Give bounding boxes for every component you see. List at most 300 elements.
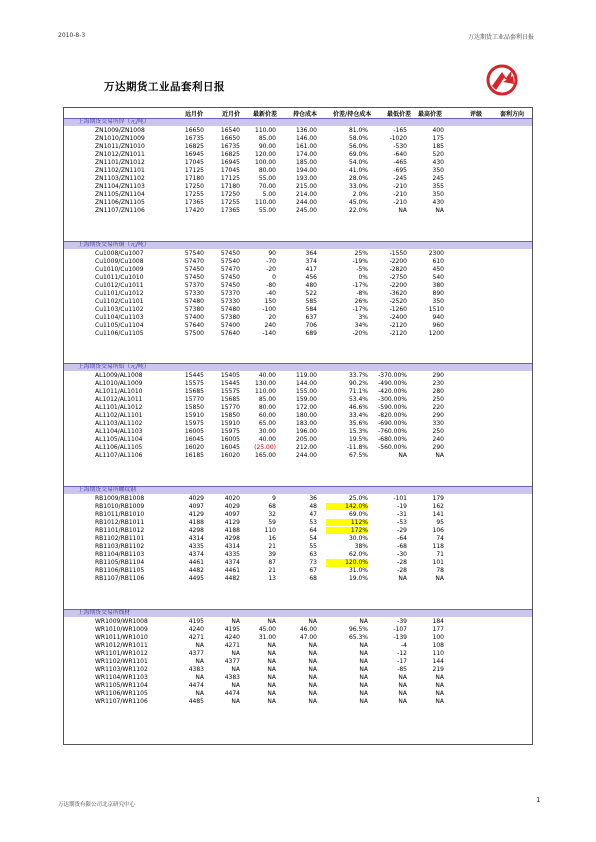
table-cell: -17 xyxy=(397,658,407,666)
table-cell: NA xyxy=(267,658,276,666)
table-cell: 584 xyxy=(305,306,317,314)
table-row xyxy=(64,322,532,329)
table-cell: 28.0% xyxy=(348,175,368,183)
table-cell: -2750 xyxy=(389,273,407,281)
table-cell: 250 xyxy=(432,395,444,403)
table-cell: 67 xyxy=(309,567,317,575)
table-cell: NA xyxy=(359,690,368,698)
table-cell: 57470 xyxy=(220,265,240,273)
table-cell: 15910 xyxy=(220,420,240,428)
table-cell: -40 xyxy=(266,290,276,298)
col-spread-cost-ratio: 价差/持仓成本 xyxy=(333,111,372,118)
report-date: 2010-8-3 xyxy=(58,32,86,39)
table-cell: -19 xyxy=(397,502,407,510)
table-cell: 57450 xyxy=(220,282,240,289)
table-cell: 46.00 xyxy=(299,625,317,633)
table-cell: 350 xyxy=(432,298,444,306)
table-cell: 56.0% xyxy=(348,142,368,150)
table-cell: 38% xyxy=(354,543,368,551)
table-cell: 65.00 xyxy=(258,420,276,428)
table-cell: -530 xyxy=(393,142,407,150)
table-cell: 142.0% xyxy=(326,503,368,510)
table-cell: AL1010/AL1009 xyxy=(95,379,143,387)
table-cell: 16735 xyxy=(184,134,204,142)
table-cell: 430 xyxy=(432,159,444,166)
table-cell: RB1010/RB1009 xyxy=(95,502,145,510)
table-row xyxy=(64,535,532,542)
table-cell: 40.00 xyxy=(258,436,276,444)
table-cell: 4485 xyxy=(188,698,204,706)
table-row xyxy=(64,452,532,459)
table-cell: NA xyxy=(308,641,317,649)
table-cell: 520 xyxy=(432,150,444,158)
table-cell: 17250 xyxy=(220,191,240,199)
table-cell: 350 xyxy=(432,167,444,175)
table-row xyxy=(64,551,532,558)
table-cell: 96.5% xyxy=(348,625,368,633)
section-header xyxy=(64,119,532,126)
table-cell: 57480 xyxy=(220,306,240,314)
table-cell: 120.0% xyxy=(326,559,368,566)
table-cell: -680.00% xyxy=(378,436,407,444)
table-cell: NA xyxy=(359,674,368,682)
table-cell: 280 xyxy=(432,387,444,395)
table-cell: 456 xyxy=(305,273,317,281)
table-cell: NA xyxy=(308,666,317,674)
table-cell: 60.00 xyxy=(258,412,276,420)
table-cell: 100.00 xyxy=(255,159,276,166)
table-cell: NA xyxy=(195,658,204,666)
table-cell: 4188 xyxy=(224,527,240,534)
table-cell: 220 xyxy=(432,404,444,411)
table-cell: 21 xyxy=(268,543,276,551)
table-cell: 32 xyxy=(268,510,276,518)
table-cell: -101 xyxy=(393,494,407,502)
section-title: 上海期货交易所铜（元/吨） xyxy=(78,242,150,249)
table-cell: 610 xyxy=(432,257,444,265)
table-cell: NA xyxy=(398,452,407,460)
table-cell: WR1103/WR1102 xyxy=(95,666,148,674)
table-cell: 183.00 xyxy=(296,420,317,428)
table-cell: -31 xyxy=(397,510,407,518)
table-cell: 4374 xyxy=(188,551,204,559)
table-cell: 47 xyxy=(309,510,317,518)
table-cell: 13 xyxy=(268,575,276,583)
table-cell: AL1105/AL1104 xyxy=(95,436,143,444)
table-cell: 65.3% xyxy=(348,633,368,641)
table-cell: -19% xyxy=(352,257,368,265)
table-cell: 245.00 xyxy=(296,207,317,215)
table-cell: 364 xyxy=(305,249,317,257)
table-cell: 165.00 xyxy=(255,452,276,460)
table-cell: 101 xyxy=(432,559,444,567)
table-cell: -590.00% xyxy=(378,404,407,411)
table-cell: 4129 xyxy=(188,510,204,518)
table-row xyxy=(64,575,532,582)
table-cell: (25.00) xyxy=(254,444,276,452)
table-row xyxy=(64,388,532,395)
table-cell: 230 xyxy=(432,379,444,387)
section-title: 上海期货交易所锌（元/吨） xyxy=(78,119,150,126)
table-cell: AL1102/AL1101 xyxy=(95,412,143,420)
table-cell: 85.00 xyxy=(258,395,276,403)
table-cell: 3% xyxy=(358,314,368,322)
table-cell: 290 xyxy=(432,371,444,379)
table-cell: 290 xyxy=(432,412,444,420)
table-cell: NA xyxy=(308,682,317,690)
table-cell: 219 xyxy=(432,666,444,674)
table-cell: -107 xyxy=(393,625,407,633)
table-row xyxy=(64,290,532,297)
table-cell: 112% xyxy=(326,519,368,526)
table-cell: -2820 xyxy=(389,265,407,273)
table-cell: NA xyxy=(308,650,317,657)
section-title: 上海期货交易所螺纹钢 xyxy=(78,487,136,494)
table-cell: NA xyxy=(398,690,407,698)
table-cell: 155.00 xyxy=(296,387,317,395)
table-cell: -760.00% xyxy=(378,428,407,436)
col-rating: 评级 xyxy=(470,111,483,118)
table-cell: 4383 xyxy=(224,674,240,682)
table-cell: -3620 xyxy=(389,290,407,298)
table-cell: 40.00 xyxy=(258,371,276,379)
table-row xyxy=(64,274,532,281)
table-cell: WR1102/WR1101 xyxy=(95,658,148,666)
table-cell: 4335 xyxy=(188,543,204,551)
table-cell: -20 xyxy=(266,265,276,273)
table-cell: ZN1012/ZN1011 xyxy=(95,150,145,158)
wanda-logo-icon xyxy=(486,64,518,96)
table-cell: 522 xyxy=(305,290,317,298)
table-row xyxy=(64,151,532,158)
table-cell: 57450 xyxy=(220,273,240,281)
table-cell: 172% xyxy=(326,527,368,534)
table-cell: 350 xyxy=(432,191,444,199)
table-cell: 110.00 xyxy=(255,387,276,395)
table-cell: -80 xyxy=(266,282,276,289)
table-cell: 4097 xyxy=(224,510,240,518)
table-cell: 17045 xyxy=(220,167,240,175)
table-cell: 0 xyxy=(272,273,276,281)
table-cell: NA xyxy=(359,666,368,674)
table-cell: 70.00 xyxy=(258,183,276,191)
table-cell: 57480 xyxy=(184,298,204,306)
table-cell: WR1011/WR1010 xyxy=(95,633,148,641)
table-cell: 940 xyxy=(432,314,444,322)
col-min-spread: 最低价差 xyxy=(387,111,412,118)
table-cell: NA xyxy=(231,650,240,657)
table-cell: 106 xyxy=(432,527,444,534)
table-cell: 4314 xyxy=(224,543,240,551)
arbitrage-table xyxy=(63,107,533,745)
col-max-spread: 最高价差 xyxy=(418,111,443,118)
table-cell: -28 xyxy=(397,559,407,567)
table-row xyxy=(64,444,532,451)
table-cell: -690.00% xyxy=(378,420,407,428)
table-cell: 80.00 xyxy=(258,404,276,411)
page-number: 1 xyxy=(536,796,541,804)
col-carry-cost: 持仓成本 xyxy=(293,111,318,118)
table-cell: NA xyxy=(398,575,407,583)
table-cell: WR1010/WR1009 xyxy=(95,625,148,633)
table-cell: 17250 xyxy=(184,183,204,191)
table-cell: -30 xyxy=(397,551,407,559)
table-row xyxy=(64,199,532,206)
table-cell: 215.00 xyxy=(296,183,317,191)
table-cell: 36 xyxy=(309,494,317,502)
table-cell: 15685 xyxy=(220,395,240,403)
table-cell: 55.00 xyxy=(258,175,276,183)
table-cell: 250 xyxy=(432,428,444,436)
table-cell: 4474 xyxy=(188,682,204,690)
table-row xyxy=(64,372,532,379)
table-cell: 4314 xyxy=(188,535,204,543)
table-cell: 54.0% xyxy=(348,159,368,166)
table-cell: 196.00 xyxy=(296,428,317,436)
section-header xyxy=(64,242,532,249)
table-cell: -53 xyxy=(397,518,407,526)
table-cell: 80.00 xyxy=(258,167,276,175)
table-row xyxy=(64,436,532,443)
table-cell: AL1009/AL1008 xyxy=(95,371,143,379)
table-cell: 16005 xyxy=(220,436,240,444)
table-cell: 2.0% xyxy=(352,191,368,199)
table-cell: 244.00 xyxy=(296,199,317,207)
table-cell: 15975 xyxy=(220,428,240,436)
table-cell: NA xyxy=(359,617,368,625)
table-cell: -64 xyxy=(397,535,407,543)
table-cell: 57450 xyxy=(220,249,240,257)
table-cell: 15685 xyxy=(184,387,204,395)
table-cell: NA xyxy=(308,690,317,698)
table-cell: 180.00 xyxy=(296,412,317,420)
table-cell: -165 xyxy=(393,126,407,134)
table-cell: 81.0% xyxy=(348,126,368,134)
table-cell: 15445 xyxy=(220,379,240,387)
table-cell: ZN1106/ZN1105 xyxy=(95,199,145,207)
table-cell: 355 xyxy=(432,183,444,191)
table-cell: 177 xyxy=(432,625,444,633)
table-row xyxy=(64,666,532,673)
table-cell: 130.00 xyxy=(255,379,276,387)
table-cell: NA xyxy=(231,666,240,674)
table-cell: NA xyxy=(231,617,240,625)
table-cell: 174.00 xyxy=(296,150,317,158)
table-cell: 637 xyxy=(305,314,317,322)
table-cell: -210 xyxy=(393,199,407,207)
table-cell: -11.8% xyxy=(346,444,368,452)
table-cell: 57500 xyxy=(184,330,204,338)
table-cell: 16045 xyxy=(220,444,240,452)
table-cell: 4374 xyxy=(224,559,240,567)
table-cell: -820.00% xyxy=(378,412,407,420)
table-cell: NA xyxy=(398,698,407,706)
table-cell: RB1104/RB1103 xyxy=(95,551,145,559)
section-title: 上海期货交易所线材 xyxy=(78,610,131,617)
table-cell: 4097 xyxy=(188,502,204,510)
table-cell: WR1009/WR1008 xyxy=(95,617,148,625)
table-cell: WR1104/WR1103 xyxy=(95,674,148,682)
table-cell: 64 xyxy=(309,527,317,534)
table-cell: 31.0% xyxy=(348,567,368,575)
table-row xyxy=(64,626,532,633)
table-cell: 15975 xyxy=(184,420,204,428)
table-row xyxy=(64,412,532,419)
table-cell: 17365 xyxy=(220,207,240,215)
table-row xyxy=(64,191,532,198)
table-cell: Cu1012/Cu1011 xyxy=(95,282,144,289)
table-cell: 4335 xyxy=(224,551,240,559)
table-cell: 16185 xyxy=(184,452,204,460)
table-cell: 57370 xyxy=(220,290,240,298)
table-cell: 212.00 xyxy=(296,444,317,452)
table-cell: 15850 xyxy=(184,404,204,411)
table-cell: 45.00 xyxy=(258,625,276,633)
table-cell: NA xyxy=(267,641,276,649)
table-cell: 119.00 xyxy=(296,371,317,379)
table-cell: ZN1010/ZN1009 xyxy=(95,134,145,142)
table-cell: NA xyxy=(308,698,317,706)
table-cell: 960 xyxy=(432,322,444,330)
table-cell: 57640 xyxy=(220,330,240,338)
table-cell: NA xyxy=(195,641,204,649)
table-row xyxy=(64,658,532,665)
table-cell: 73 xyxy=(309,559,317,567)
table-row xyxy=(64,314,532,321)
table-cell: 179 xyxy=(432,494,444,502)
table-cell: 540 xyxy=(432,273,444,281)
section-title: 上海期货交易所铝（元/吨） xyxy=(78,364,150,371)
table-cell: -39 xyxy=(397,617,407,625)
table-cell: ZN1102/ZN1101 xyxy=(95,167,145,175)
table-cell: 4188 xyxy=(188,518,204,526)
table-cell: NA xyxy=(398,674,407,682)
section-header xyxy=(64,487,532,494)
table-cell: NA xyxy=(435,207,444,215)
table-cell: 30.00 xyxy=(258,428,276,436)
table-cell: NA xyxy=(308,658,317,666)
table-cell: -85 xyxy=(397,666,407,674)
table-row xyxy=(64,503,532,510)
table-cell: AL1103/AL1102 xyxy=(95,420,143,428)
table-cell: 585 xyxy=(305,298,317,306)
table-cell: 110 xyxy=(432,650,444,657)
report-title: 万达期货工业品套利日报 xyxy=(104,81,225,93)
table-cell: RB1012/RB1011 xyxy=(95,518,145,526)
table-cell: 244.00 xyxy=(296,452,317,460)
table-cell: 400 xyxy=(432,126,444,134)
table-cell: 185 xyxy=(432,142,444,150)
table-cell: AL1104/AL1103 xyxy=(95,428,143,436)
table-cell: 118 xyxy=(432,543,444,551)
table-cell: 68 xyxy=(268,502,276,510)
table-cell: 175 xyxy=(432,134,444,142)
table-cell: WR1107/WR1106 xyxy=(95,698,148,706)
table-cell: 15850 xyxy=(220,412,240,420)
table-cell: Cu1106/Cu1105 xyxy=(95,330,144,338)
table-cell: -1550 xyxy=(389,249,407,257)
table-cell: 16020 xyxy=(220,452,240,460)
table-cell: 162 xyxy=(432,502,444,510)
table-cell: RB1009/RB1008 xyxy=(95,494,145,502)
table-cell: -210 xyxy=(393,191,407,199)
table-cell: 4129 xyxy=(224,518,240,526)
table-cell: 380 xyxy=(432,282,444,289)
table-cell: 172.00 xyxy=(296,404,317,411)
table-cell: -139 xyxy=(393,633,407,641)
table-cell: RB1103/RB1102 xyxy=(95,543,145,551)
table-cell: 890 xyxy=(432,290,444,298)
table-cell: ZN1103/ZN1102 xyxy=(95,175,145,183)
table-cell: 4383 xyxy=(188,666,204,674)
table-cell: -1020 xyxy=(389,134,407,142)
table-cell: NA xyxy=(359,698,368,706)
table-row xyxy=(64,380,532,387)
table-cell: 17180 xyxy=(184,175,204,183)
table-cell: 4271 xyxy=(224,641,240,649)
table-cell: 16945 xyxy=(220,159,240,166)
table-cell: WR1101/WR1012 xyxy=(95,650,148,657)
table-cell: -2400 xyxy=(389,314,407,322)
table-cell: 17365 xyxy=(184,199,204,207)
table-cell: 1510 xyxy=(428,306,444,314)
table-cell: 240 xyxy=(432,436,444,444)
table-header xyxy=(64,108,532,118)
table-cell: -2520 xyxy=(389,298,407,306)
table-cell: 41.0% xyxy=(348,167,368,175)
table-cell: 22.0% xyxy=(348,207,368,215)
table-cell: 4240 xyxy=(224,633,240,641)
table-cell: 20 xyxy=(268,314,276,322)
table-cell: 16650 xyxy=(184,126,204,134)
table-cell: 55 xyxy=(309,543,317,551)
table-cell: -68 xyxy=(397,543,407,551)
table-cell: RB1107/RB1106 xyxy=(95,575,145,583)
table-cell: NA xyxy=(267,666,276,674)
table-cell: 146.00 xyxy=(296,134,317,142)
table-cell: AL1011/AL1010 xyxy=(95,387,143,395)
table-cell: 15405 xyxy=(220,371,240,379)
table-cell: 16045 xyxy=(184,436,204,444)
table-cell: 4482 xyxy=(188,567,204,575)
table-cell: 16540 xyxy=(220,126,240,134)
table-cell: WR1012/WR1011 xyxy=(95,641,148,649)
table-cell: 26% xyxy=(354,298,368,306)
table-cell: RB1101/RB1012 xyxy=(95,527,145,534)
table-cell: 4029 xyxy=(224,502,240,510)
table-cell: 17125 xyxy=(184,167,204,175)
table-cell: 57400 xyxy=(184,314,204,322)
table-cell: 110.00 xyxy=(255,126,276,134)
table-cell: -695 xyxy=(393,167,407,175)
table-cell: 4195 xyxy=(224,625,240,633)
table-cell: 450 xyxy=(432,265,444,273)
table-cell: NA xyxy=(267,698,276,706)
table-cell: 19.0% xyxy=(348,575,368,583)
table-row xyxy=(64,250,532,257)
table-row xyxy=(64,495,532,502)
table-row xyxy=(64,306,532,313)
table-cell: 45.0% xyxy=(348,199,368,207)
table-cell: 31.00 xyxy=(258,633,276,641)
table-cell: 53.4% xyxy=(348,395,368,403)
table-cell: 35.6% xyxy=(348,420,368,428)
table-cell: -420.00% xyxy=(378,387,407,395)
table-cell: 110.00 xyxy=(255,199,276,207)
table-cell: 9 xyxy=(272,494,276,502)
table-cell: 59 xyxy=(268,518,276,526)
table-cell: 62.0% xyxy=(348,551,368,559)
